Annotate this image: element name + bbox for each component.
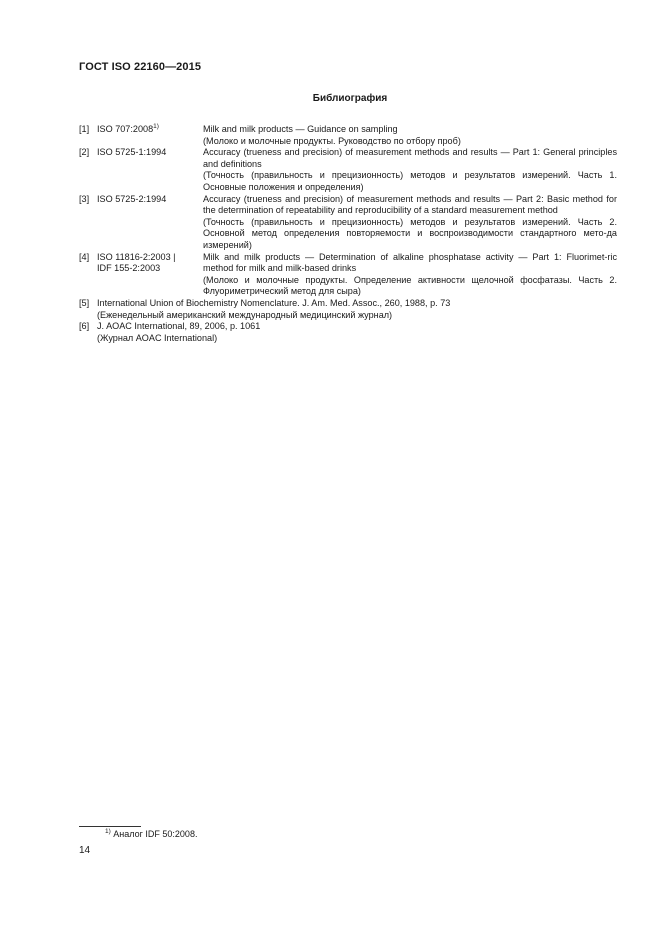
bibliography-entry-2 — [79, 147, 617, 193]
bibliography-entry-6 — [79, 321, 617, 344]
entry-reference: ISO 5725-2:1994 — [97, 193, 167, 204]
footnote-divider — [79, 826, 141, 827]
document-code: ГОСТ ISO 22160—2015 — [79, 61, 202, 73]
entry-number: [2] — [79, 147, 90, 158]
footnote — [105, 829, 197, 839]
entry-description: Milk and milk products — Determination of alkaline phosphatase activity — Part 1: Fluorimet-ric method for milk and milk-based drinks (Молоко и молочные продукты. Определение активности щелочной фосфатазы. Часть 2. Флуориметрический метод для сыра) — [203, 251, 617, 297]
entry-number: [4] — [79, 251, 90, 262]
entry-number: [3] — [79, 193, 90, 204]
entry-description: Accuracy (trueness and precision) of measurement methods and results — Part 1: General principles and definitions (Точность (правильность и прецизионность) методов и результатов измерений. Часть 1. Основные положения и определения) — [203, 147, 617, 192]
entry-description: International Union of Biochemistry Nomenclature. J. Am. Med. Assoc., 260, 1988, p. 73 (Еженедельный американский международный медицинский журнал) — [97, 297, 451, 320]
entry-reference: ISO 11816-2:2003 | IDF 155-2:2003 — [97, 251, 176, 274]
bibliography-entry-1 — [79, 124, 617, 147]
footnote-text: Аналог IDF 50:2008. — [113, 829, 198, 839]
footnote-mark: 1) — [105, 828, 111, 835]
bibliography-entry-3 — [79, 194, 617, 252]
bibliography-entry-5 — [79, 298, 617, 321]
entry-description: Accuracy (trueness and precision) of measurement methods and results — Part 2: Basic method for the determination of repeatability and reproducibility of a standard measurement method (Точность (правильность и прецизионность) методов и результатов измерений. Часть 2. Основной метод определения повторяемости и воспроизводимости стандартного мето-да измерений) — [203, 193, 617, 250]
entry-number: [1] — [79, 124, 90, 134]
entry-reference: ISO 5725-1:1994 — [97, 147, 167, 158]
entry-description: J. AOAC International, 89, 2006, p. 1061 (Журнал AOAC International) — [97, 321, 261, 343]
entry-reference: ISO 707:2008$^{1)}$ — [97, 123, 159, 134]
bibliography-title: Библиография — [312, 93, 388, 104]
footnote-marker: 1) — [153, 123, 159, 130]
entry-number: [5] — [79, 297, 90, 308]
bibliography-entry-4 — [79, 252, 617, 298]
bibliography-list — [79, 124, 617, 344]
page-number: 14 — [79, 845, 91, 856]
entry-number: [6] — [79, 321, 90, 332]
entry-description: Milk and milk products — Guidance on sampling (Молоко и молочные продукты. Руководство по отбору проб) — [203, 124, 461, 146]
